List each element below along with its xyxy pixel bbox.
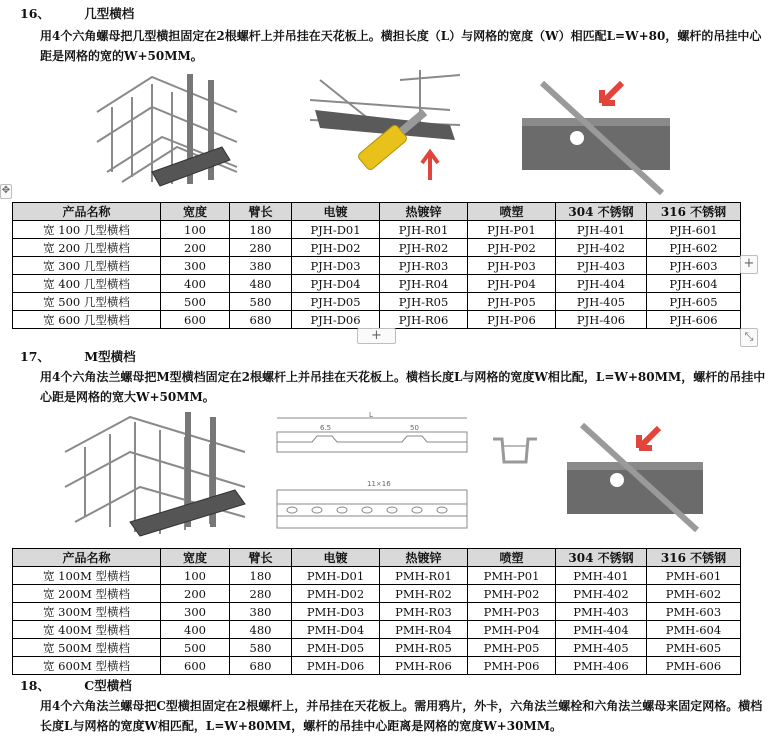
- table-header-cell: 臂长: [230, 203, 292, 221]
- table-cell: 宽 100M 型横档: [13, 567, 161, 585]
- table-row: [13, 657, 741, 675]
- table-cell: PMH-R06: [380, 657, 468, 675]
- table-cell: PMH-D02: [292, 585, 380, 603]
- table-cell: PMH-604: [647, 621, 741, 639]
- table-cell: 宽 500M 型横档: [13, 639, 161, 657]
- table-cell: 400: [161, 275, 230, 293]
- table-cell: 100: [161, 567, 230, 585]
- section-16-heading: [20, 4, 134, 22]
- table-header-cell: 喷塑: [468, 549, 556, 567]
- section-title: M型横档: [84, 349, 136, 364]
- rod-slot-figure-2: [567, 420, 703, 532]
- table-cell: 宽 600M 型横档: [13, 657, 161, 675]
- table-cell: PJH-D06: [292, 311, 380, 329]
- table-header-row: [13, 549, 741, 567]
- table-cell: PMH-402: [556, 585, 647, 603]
- table-cell: PMH-R01: [380, 567, 468, 585]
- add-row-button[interactable]: +: [357, 328, 396, 344]
- table-cell: PJH-P01: [468, 221, 556, 239]
- table-cell: PJH-404: [556, 275, 647, 293]
- table-cell: PJH-P06: [468, 311, 556, 329]
- table-cell: 宽 100 几型横档: [13, 221, 161, 239]
- table-row: [13, 585, 741, 603]
- table-cell: 600: [161, 657, 230, 675]
- table-cell: PJH-405: [556, 293, 647, 311]
- table-cell: 380: [230, 603, 292, 621]
- table-cell: PMH-R03: [380, 603, 468, 621]
- table-cell: PMH-403: [556, 603, 647, 621]
- section-title: C型横档: [84, 678, 132, 693]
- table-cell: PMH-606: [647, 657, 741, 675]
- table-header-cell: 电镀: [292, 203, 380, 221]
- table-header-cell: 304 不锈钢: [556, 203, 647, 221]
- table-cell: 180: [230, 221, 292, 239]
- table-cell: 100: [161, 221, 230, 239]
- table-header-cell: 304 不锈钢: [556, 549, 647, 567]
- table-cell: 280: [230, 239, 292, 257]
- table-cell: 200: [161, 585, 230, 603]
- table-cell: PJH-D04: [292, 275, 380, 293]
- table-cell: PJH-R04: [380, 275, 468, 293]
- table-cell: PJH-P03: [468, 257, 556, 275]
- table-header-cell: 喷塑: [468, 203, 556, 221]
- table-cell: 500: [161, 639, 230, 657]
- m-profile-drawing: [272, 412, 472, 534]
- table-cell: 宽 300 几型横档: [13, 257, 161, 275]
- table-cell: PJH-R02: [380, 239, 468, 257]
- section-number: 18、: [20, 678, 50, 693]
- table-header-cell: 316 不锈钢: [647, 203, 741, 221]
- table-cell: PMH-D05: [292, 639, 380, 657]
- table-cell: PMH-401: [556, 567, 647, 585]
- table-cell: PJH-403: [556, 257, 647, 275]
- table-cell: PMH-603: [647, 603, 741, 621]
- table-row: [13, 639, 741, 657]
- table-cell: 300: [161, 603, 230, 621]
- table-cell: 180: [230, 567, 292, 585]
- table-cell: PMH-P03: [468, 603, 556, 621]
- table-cell: 480: [230, 275, 292, 293]
- table-cell: PJH-P05: [468, 293, 556, 311]
- table-cell: PMH-D04: [292, 621, 380, 639]
- table-cell: PJH-D01: [292, 221, 380, 239]
- table-cell: PMH-404: [556, 621, 647, 639]
- resize-icon[interactable]: ⤡: [740, 328, 758, 347]
- drawing-label-dim1: 6.5: [320, 424, 332, 432]
- table-cell: PJH-401: [556, 221, 647, 239]
- move-icon[interactable]: ✥: [0, 184, 12, 199]
- table-cell: PJH-R06: [380, 311, 468, 329]
- table-cell: PMH-601: [647, 567, 741, 585]
- table-cell: PJH-D03: [292, 257, 380, 275]
- table-17: [12, 548, 741, 675]
- table-header-cell: 宽度: [161, 549, 230, 567]
- table-cell: PMH-P05: [468, 639, 556, 657]
- table-cell: PJH-602: [647, 239, 741, 257]
- table-header-cell: 电镀: [292, 549, 380, 567]
- table-cell: PMH-R05: [380, 639, 468, 657]
- wire-tray-trapeze-figure: [92, 72, 242, 194]
- table-cell: PJH-606: [647, 311, 741, 329]
- table-cell: PMH-P01: [468, 567, 556, 585]
- table-cell: PMH-P04: [468, 621, 556, 639]
- table-cell: 宽 400M 型横档: [13, 621, 161, 639]
- table-cell: 400: [161, 621, 230, 639]
- table-cell: 480: [230, 621, 292, 639]
- table-cell: 680: [230, 311, 292, 329]
- section-17-heading: [20, 347, 136, 365]
- bolt-install-figure: [310, 70, 460, 196]
- table-cell: 宽 200 几型横档: [13, 239, 161, 257]
- section-title: 几型横档: [84, 6, 135, 21]
- rod-slot-figure: [522, 78, 670, 196]
- table-cell: PMH-P02: [468, 585, 556, 603]
- drawing-label-slot: 11×16: [367, 480, 391, 488]
- table-cell: PMH-405: [556, 639, 647, 657]
- table-row: [13, 621, 741, 639]
- table-cell: 280: [230, 585, 292, 603]
- table-header-cell: 热镀锌: [380, 549, 468, 567]
- table-cell: PMH-R02: [380, 585, 468, 603]
- m-tray-figure: [60, 412, 250, 540]
- table-cell: 200: [161, 239, 230, 257]
- table-cell: 300: [161, 257, 230, 275]
- table-cell: 680: [230, 657, 292, 675]
- table-cell: PMH-406: [556, 657, 647, 675]
- table-cell: 580: [230, 293, 292, 311]
- table-cell: PMH-P06: [468, 657, 556, 675]
- table-cell: PJH-402: [556, 239, 647, 257]
- table-cell: PMH-605: [647, 639, 741, 657]
- table-cell: PMH-602: [647, 585, 741, 603]
- table-header-cell: 产品名称: [13, 549, 161, 567]
- table-row: [13, 311, 741, 329]
- table-cell: PJH-604: [647, 275, 741, 293]
- table-row: [13, 239, 741, 257]
- table-row: [13, 275, 741, 293]
- drawing-label-l: L: [369, 412, 373, 419]
- drawing-label-dim2: 50: [410, 424, 419, 432]
- table-cell: PJH-R01: [380, 221, 468, 239]
- table-cell: 宽 500 几型横档: [13, 293, 161, 311]
- table-header-cell: 热镀锌: [380, 203, 468, 221]
- table-row: [13, 293, 741, 311]
- table-cell: 宽 200M 型横档: [13, 585, 161, 603]
- table-cell: PMH-D06: [292, 657, 380, 675]
- table-cell: PJH-605: [647, 293, 741, 311]
- table-cell: PMH-R04: [380, 621, 468, 639]
- table-cell: 宽 400 几型横档: [13, 275, 161, 293]
- table-header-cell: 宽度: [161, 203, 230, 221]
- table-cell: 500: [161, 293, 230, 311]
- table-cell: PJH-D05: [292, 293, 380, 311]
- table-cell: PJH-P04: [468, 275, 556, 293]
- table-cell: 宽 600 几型横档: [13, 311, 161, 329]
- table-cell: PJH-R05: [380, 293, 468, 311]
- table-row: [13, 257, 741, 275]
- table-header-row: [13, 203, 741, 221]
- table-header-cell: 臂长: [230, 549, 292, 567]
- section-18-heading: [20, 676, 132, 694]
- table-cell: PJH-P02: [468, 239, 556, 257]
- table-cell: PJH-603: [647, 257, 741, 275]
- table-cell: 380: [230, 257, 292, 275]
- table-cell: PJH-D02: [292, 239, 380, 257]
- table-cell: 580: [230, 639, 292, 657]
- table-16: [12, 202, 741, 329]
- section-17-description: 用4个六角法兰螺母把M型横档固定在2根螺杆上并吊挂在天花板上。横档长度L与网格的宽度W相比配，L=W+80MM，螺杆的吊挂中心距是网格的宽大W+50MM。: [40, 370, 766, 404]
- table-cell: PJH-406: [556, 311, 647, 329]
- table-cell: PMH-D03: [292, 603, 380, 621]
- add-column-button[interactable]: +: [740, 255, 758, 274]
- table-cell: 宽 300M 型横档: [13, 603, 161, 621]
- section-number: 17、: [20, 349, 50, 364]
- table-cell: PMH-D01: [292, 567, 380, 585]
- section-18-description: 用4个六角法兰螺母把C型横担固定在2根螺杆上，并吊挂在天花板上。需用鸦片，外卡，六角法兰螺栓和六角法兰螺母来固定网格。横档长度L与网格的宽度W相匹配，L=W+80MM，螺杆的吊挂中心距离是网格的宽度W+30MM。: [40, 699, 763, 733]
- table-header-cell: 产品名称: [13, 203, 161, 221]
- table-cell: 600: [161, 311, 230, 329]
- table-cell: PJH-601: [647, 221, 741, 239]
- table-cell: PJH-R03: [380, 257, 468, 275]
- table-row: [13, 603, 741, 621]
- clip-figure: [490, 434, 540, 470]
- table-header-cell: 316 不锈钢: [647, 549, 741, 567]
- table-row: [13, 221, 741, 239]
- section-number: 16、: [20, 6, 50, 21]
- table-row: [13, 567, 741, 585]
- section-16-description: 用4个六角螺母把几型横担固定在2根螺杆上并吊挂在天花板上。横担长度（L）与网格的宽度（W）相匹配L=W+80，螺杆的吊挂中心距是网格的宽的W+50MM。: [40, 29, 762, 63]
